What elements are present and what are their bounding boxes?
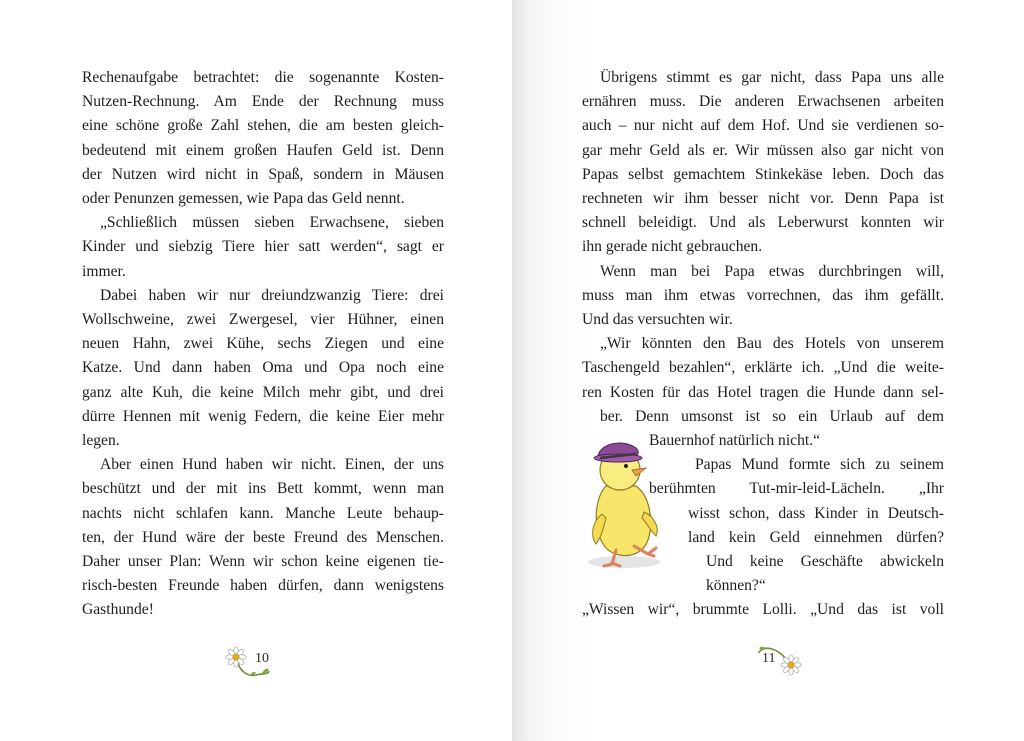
text-line: ten, der Hund wäre der beste Freund des Menschen. xyxy=(82,528,444,546)
text-line: Kinder und siebzig Tiere hier satt werden“, sagt er xyxy=(82,238,444,256)
text-line: ernähren muss. Die anderen Erwachsenen arbeiten xyxy=(582,93,944,111)
text-line: Papas selbst gemachtem Stinkekäse leben. Doch das xyxy=(582,165,944,183)
text-line: Daher unser Plan: Wenn wir schon keine eigenen tie- xyxy=(82,553,444,571)
text-line: ber. Denn umsonst ist so ein Urlaub auf dem xyxy=(600,407,944,425)
text-line: „Schließlich müssen sieben Erwachsene, sieben xyxy=(100,214,444,232)
text-line: beschützt und der mit ins Bett kommt, wenn man xyxy=(82,480,444,498)
left-page-text xyxy=(82,66,444,623)
text-line: ihn gerade nicht gebrauchen. xyxy=(582,238,763,256)
right-page-folio xyxy=(742,645,804,679)
text-line: eine schöne große Zahl stehen, die am besten gleich- xyxy=(82,117,444,135)
page-number: 11 xyxy=(762,651,776,666)
text-line: land kein Geld einnehmen dürfen? xyxy=(688,528,944,546)
text-line: bedeutend mit einem großen Haufen Geld ist. Denn xyxy=(82,141,444,159)
text-line: Nutzen-Rechnung. Am Ende der Rechnung muss xyxy=(82,93,444,111)
text-line: Papas Mund formte sich zu seinem xyxy=(695,456,944,474)
text-line: muss man ihm etwas vorrechnen, das ihm gefällt. xyxy=(582,286,944,304)
text-line: gar mehr Geld als er. Wir müssen also gar nicht von xyxy=(582,141,944,159)
text-line: neuen Hahn, zwei Kühe, sechs Ziegen und eine xyxy=(82,335,444,353)
text-line: ganz alte Kuh, die keine Milch mehr gibt, und drei xyxy=(82,383,444,401)
text-line: Katze. Und dann haben Oma und Opa noch eine xyxy=(82,359,444,377)
text-line: oder Penunzen gemessen, wie Papa das Geld nennt. xyxy=(82,190,405,208)
text-line: immer. xyxy=(82,262,126,280)
text-line: legen. xyxy=(82,432,120,450)
text-line: Und keine Geschäfte abwickeln xyxy=(706,553,944,571)
text-line: Taschengeld bezahlen“, erklärte ich. „Und die weite- xyxy=(582,359,944,377)
text-line: Wenn man bei Papa etwas durchbringen will, xyxy=(600,262,944,280)
text-line: der Nutzen wird nicht in Spaß, sondern in Mäusen xyxy=(82,165,444,183)
text-line: berühmten Tut-mir-leid-Lächeln. „Ihr xyxy=(649,480,944,498)
text-line: Wollschweine, zwei Zwergesel, vier Hühner, einen xyxy=(82,311,444,329)
text-line: dürre Hennen mit wenig Federn, die keine Eier mehr xyxy=(82,407,444,425)
text-line: Gasthunde! xyxy=(82,601,154,619)
text-line: schnell beleidigt. Und als Leberwurst konnten wir xyxy=(582,214,944,232)
text-line: ren Kosten für das Hotel tragen die Hunde dann sel- xyxy=(582,383,944,401)
text-line: Übrigens stimmt es gar nicht, dass Papa uns alle xyxy=(600,69,944,86)
text-line: Bauernhof natürlich nicht.“ xyxy=(649,432,821,450)
text-line: Aber einen Hund haben wir nicht. Einen, der uns xyxy=(100,456,444,474)
right-page xyxy=(512,0,1024,741)
text-line: „Wir könnten den Bau des Hotels von unserem xyxy=(600,335,944,353)
text-line: risch-besten Freunde haben dürfen, dann wenigstens xyxy=(82,577,444,595)
text-line: können?“ xyxy=(706,577,766,595)
text-line: Und das versuchten wir. xyxy=(582,311,733,329)
page-number: 10 xyxy=(255,651,269,666)
text-line: „Wissen wir“, brummte Lolli. „Und das ist voll xyxy=(582,601,944,619)
text-line: wisst schon, dass Kinder in Deutsch- xyxy=(688,504,944,522)
text-line: auch – nur nicht auf dem Hof. Und sie verdienen so- xyxy=(582,117,944,135)
text-line: nachts nicht schlafen kann. Manche Leute behaup- xyxy=(82,504,444,522)
right-page-text xyxy=(582,66,944,623)
text-line: Dabei haben wir nur dreiundzwanzig Tiere: drei xyxy=(100,286,444,304)
text-line: rechneten wir ihm besser nicht vor. Denn Papa ist xyxy=(582,190,944,208)
left-page-folio xyxy=(224,645,287,679)
text-line: Rechenaufgabe betrachtet: die sogenannte Kosten- xyxy=(82,69,444,86)
